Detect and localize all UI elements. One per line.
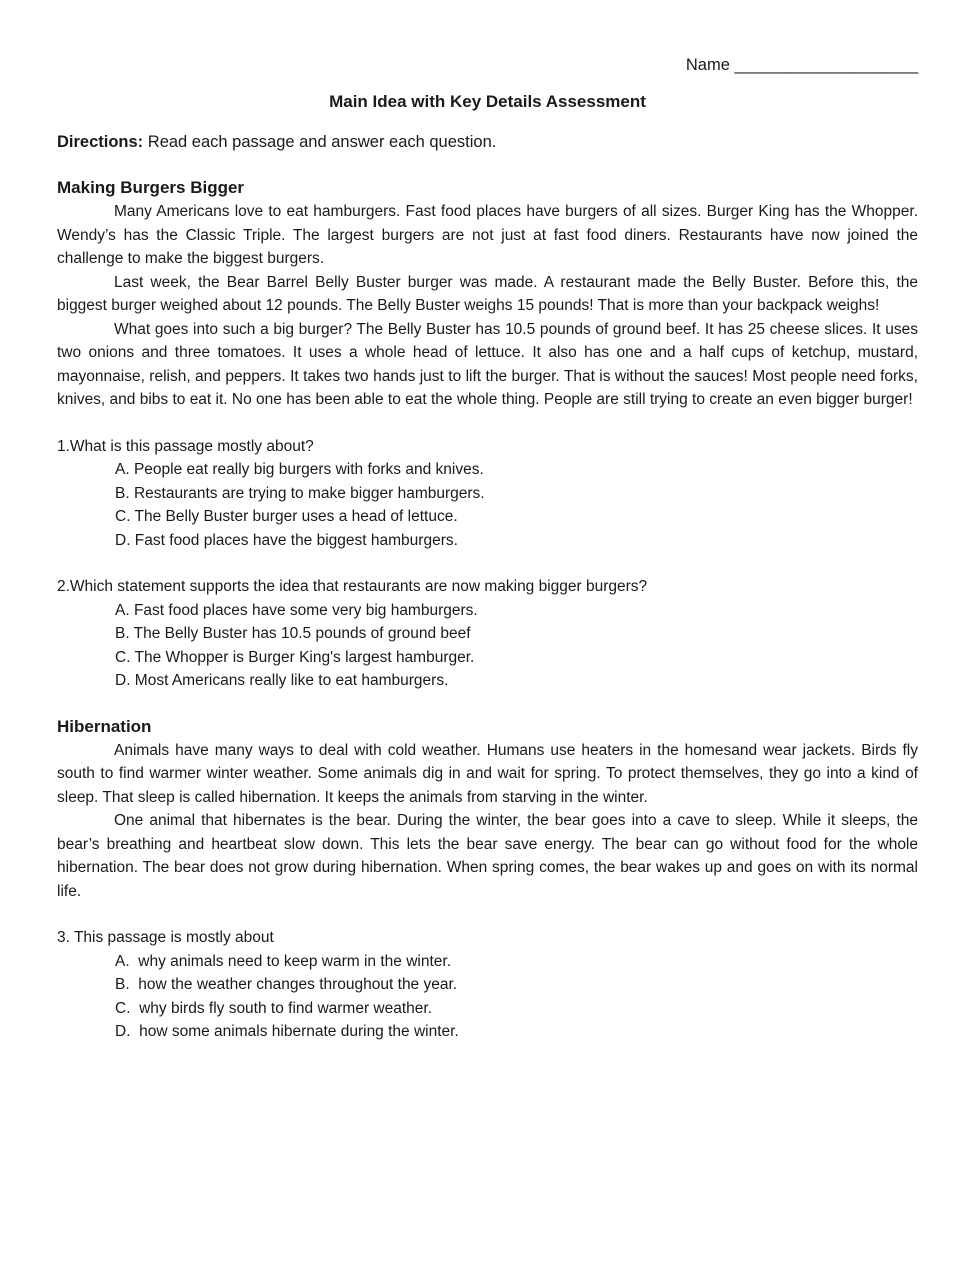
passage-heading: Making Burgers Bigger xyxy=(57,178,245,197)
answer-choice-c: C. The Whopper is Burger King's largest hamburger. xyxy=(115,648,475,666)
passage-heading: Hibernation xyxy=(57,716,152,736)
question-3 xyxy=(57,926,918,1044)
question-prompt: 3. This passage is mostly about xyxy=(57,929,274,946)
answer-choice-d: D. Fast food places have the biggest hamburgers. xyxy=(115,531,458,549)
answer-choices xyxy=(57,950,918,1044)
answer-choice-d: D. how some animals hibernate during the winter. xyxy=(115,1023,459,1040)
answer-choice-b: B. how the weather changes throughout the year. xyxy=(115,976,458,993)
name-row xyxy=(57,54,918,78)
answer-choice-a: A. Fast food places have some very big hamburgers. xyxy=(115,601,478,619)
page-title: Main Idea with Key Details Assessment xyxy=(329,91,646,111)
passage-making-burgers-bigger xyxy=(57,175,918,412)
question-2 xyxy=(57,575,918,693)
passage-paragraph: One animal that hibernates is the bear. During the winter, the bear goes into a cave to sleep. While it sleeps, the bear’s breathing and heartbeat slow down. This lets the bear save energy. The bear can go without food for the whole hibernation. The bear does not grow during hibernation. When spring comes, the bear wakes up and goes on with its normal life. xyxy=(57,812,918,900)
question-prompt: 2.Which statement supports the idea that restaurants are now making bigger burgers? xyxy=(57,578,648,595)
answer-choice-c: C. The Belly Buster burger uses a head of lettuce. xyxy=(115,508,458,525)
answer-choice-b: B. The Belly Buster has 10.5 pounds of ground beef xyxy=(115,625,471,642)
directions xyxy=(57,131,918,155)
answer-choices xyxy=(57,458,918,552)
directions-label: Directions: xyxy=(57,132,144,151)
name-label: Name xyxy=(685,56,730,74)
directions-text: Read each passage and answer each question. xyxy=(143,132,497,151)
question-prompt: 1.What is this passage mostly about? xyxy=(57,437,314,455)
answer-choice-b: B. Restaurants are trying to make bigger hamburgers. xyxy=(115,484,485,502)
question-1 xyxy=(57,435,918,553)
passage-hibernation xyxy=(57,714,918,904)
passage-paragraph: What goes into such a big burger? The Belly Buster has 10.5 pounds of ground beef. It has 25 cheese slices. It uses two onions and three tomatoes. It uses a whole head of lettuce. It also has one and a half cups of ketchup, mustard, mayonnaise, relish, and peppers. It takes two hands just to lift the burger. That is without the sauces! Most people need forks, knives, and bibs to eat it. No one has been able to eat the whole thing. People are still trying to create an even bigger burger! xyxy=(57,320,918,408)
answer-choice-a: A. People eat really big burgers with forks and knives. xyxy=(115,461,484,478)
answer-choice-c: C. why birds fly south to find warmer weather. xyxy=(115,999,433,1017)
passage-paragraph: Last week, the Bear Barrel Belly Buster burger was made. A restaurant made the Belly Buster. Before this, the biggest burger weighed about 12 pounds. The Belly Buster weighs 15 pounds! That is more than your backpack weighs! xyxy=(57,273,918,314)
name-blank-line[interactable]: ____________________ xyxy=(734,56,918,74)
answer-choice-a: A. why animals need to keep warm in the winter. xyxy=(115,952,451,970)
passage-paragraph: Animals have many ways to deal with cold weather. Humans use heaters in the homesand wear jackets. Birds fly south to find warmer winter weather. Some animals dig in and wait for spring. To protect themselves, they go into a kind of sleep. That sleep is called hibernation. It keeps the animals from starving in the winter. xyxy=(57,741,918,806)
answer-choice-d: D. Most Americans really like to eat hamburgers. xyxy=(115,672,449,689)
passage-paragraph: Many Americans love to eat hamburgers. Fast food places have burgers of all sizes. Burger King has the Whopper. Wendy’s has the Classic Triple. The largest burgers are not just at fast food diners. Restaurants have now joined the challenge to make the biggest burgers. xyxy=(57,203,918,267)
answer-choices xyxy=(57,599,918,693)
